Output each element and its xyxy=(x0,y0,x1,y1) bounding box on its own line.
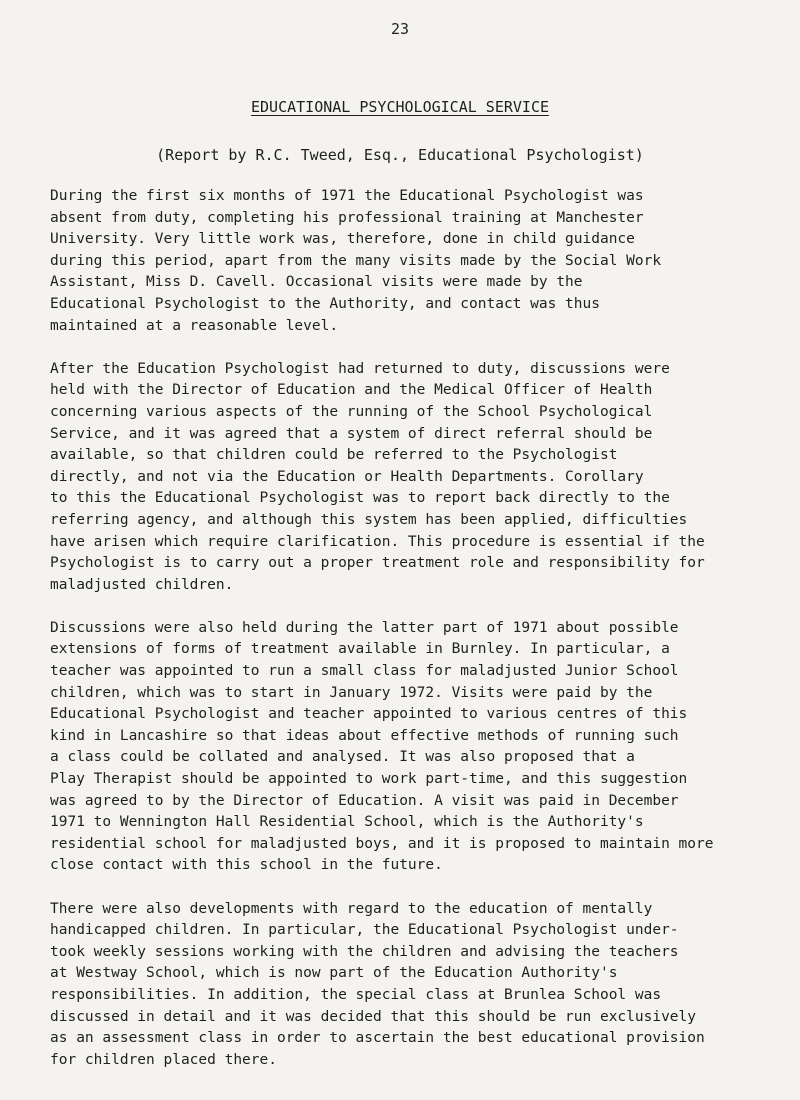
paragraph-4: There were also developments with regard to the education of mentally handicapped children. In particular, the Educational Psychologist under- took weekly sessions working with the children and advising the teachers at Westway School, which is now part of the Education Authority's responsibilities. In addition, the special class at Brunlea School was discussed in detail and it was decided that this should be run exclusively as an assessment class in order to ascertain the best educational provision for children placed there. xyxy=(50,900,705,1068)
paragraph-3: Discussions were also held during the latter part of 1971 about possible extensions of forms of treatment available in Burnley. In particular, a teacher was appointed to run a small class for maladjusted Junior School children, which was to start in January 1972. Visits were paid by the Educational Psychologist and teacher appointed to various centres of this kind in Lancashire so that ideas about effective methods of running such a class could be collated and analysed. It was also proposed that a Play Therapist should be appointed to work part-time, and this suggestion was agreed to by the Director of Education. A visit was paid in December 1971 to Wennington Hall Residential School, which is the Authority's residential school for maladjusted boys, and it is proposed to maintain more close contact with this school in the future. xyxy=(50,619,714,874)
paragraph-2: After the Education Psychologist had returned to duty, discussions were held with the Director of Education and the Medical Officer of Health concerning various aspects of the running of the School Psychological Service, and it was agreed that a system of direct referral should be available, so that children could be referred to the Psychologist directly, and not via the Education or Health Departments. Corollary to this the Educational Psychologist was to report back directly to the referring agency, and although this system has been applied, difficulties have arisen which require clarification. This procedure is essential if the Psychologist is to carry out a proper treatment role and responsibility for maladjusted children. xyxy=(50,360,705,593)
report-body xyxy=(50,186,795,1093)
paragraph-1: During the first six months of 1971 the Educational Psychologist was absent from duty, completing his professional training at Manchester University. Very little work was, therefore, done in child guidance during this period, apart from the many visits made by the Social Work Assistant, Miss D. Cavell. Occasional visits were made by the Educational Psychologist to the Authority, and contact was thus maintained at a reasonable level. xyxy=(50,188,662,334)
page-title xyxy=(0,98,800,116)
page-title-text: EDUCATIONAL PSYCHOLOGICAL SERVICE xyxy=(250,98,549,116)
page-number: 23 xyxy=(390,20,410,38)
report-byline: (Report by R.C. Tweed, Esq., Educational Psychologist) xyxy=(156,146,644,164)
